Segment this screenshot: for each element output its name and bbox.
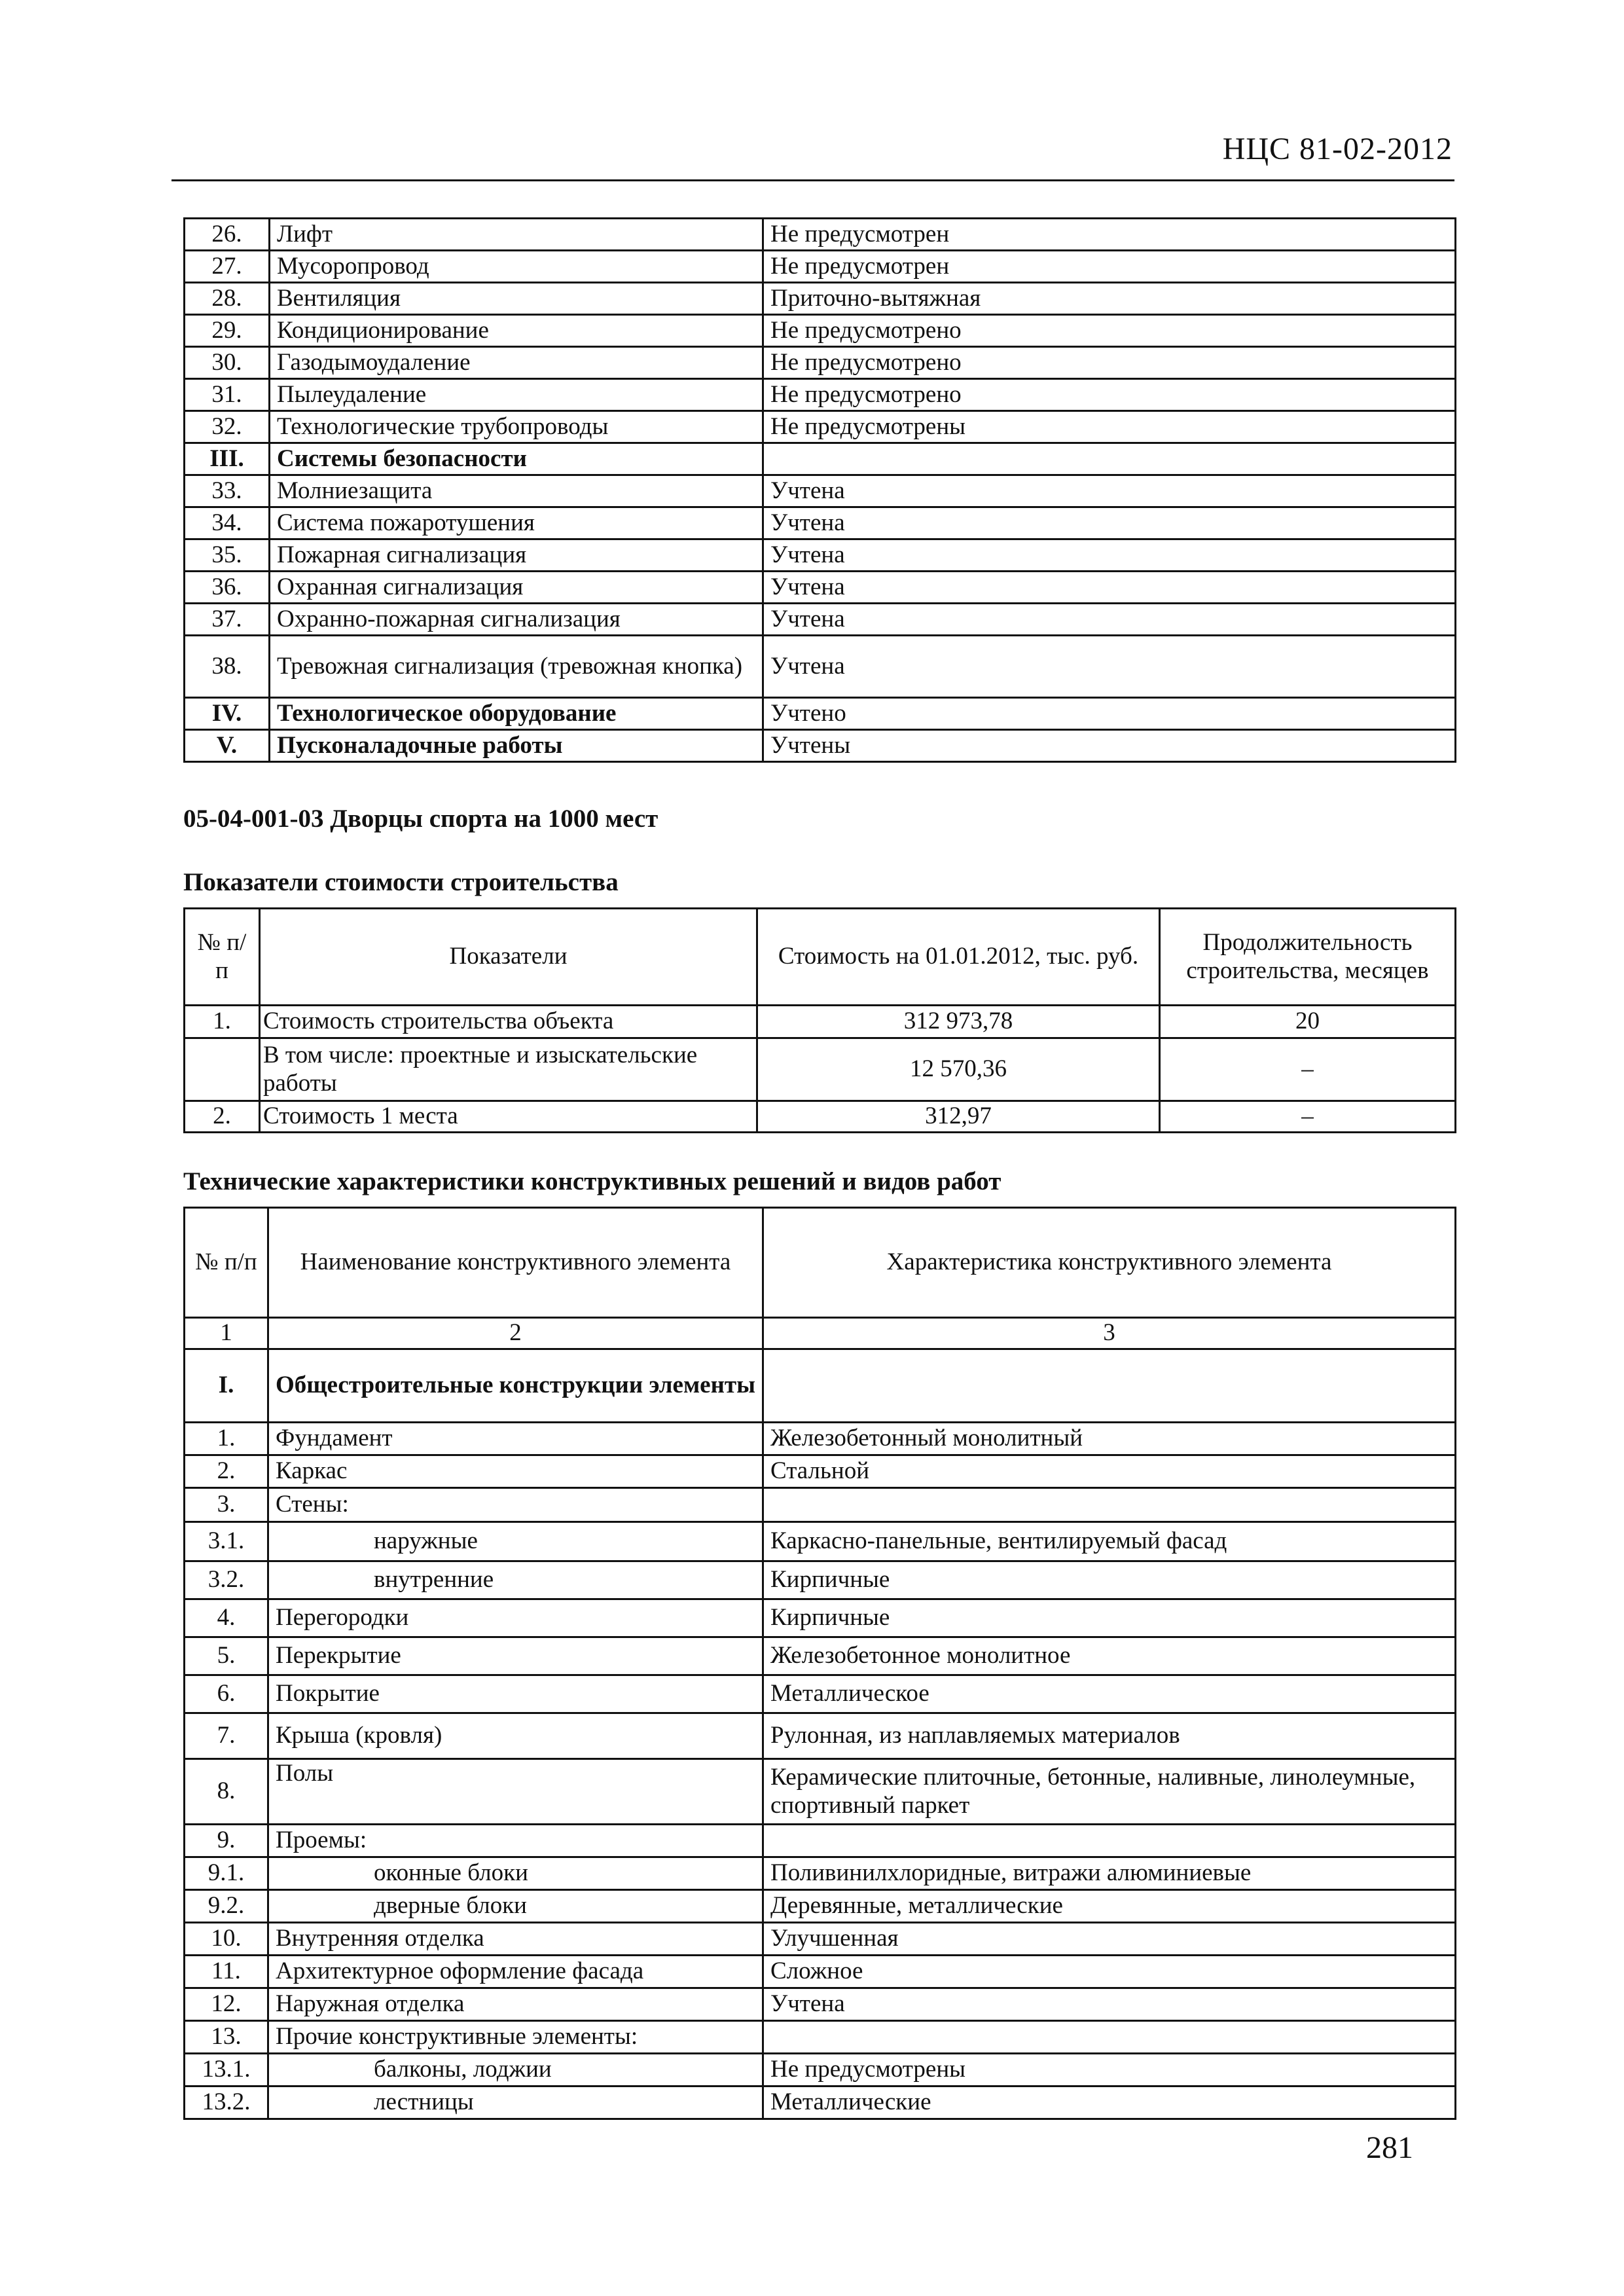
tech-col-number: 2 — [268, 1318, 763, 1349]
row-number: 35. — [185, 539, 270, 572]
row-value: Кирпичные — [763, 1561, 1456, 1599]
row-number: 13. — [185, 2021, 268, 2054]
row-value: Не предусмотрено — [763, 347, 1456, 379]
table-row — [185, 2021, 1456, 2054]
row-name: Наружная отделка — [268, 1988, 763, 2021]
row-name: Система пожаротушения — [270, 507, 763, 539]
row-number: 28. — [185, 283, 270, 315]
row-number: 13.1. — [185, 2054, 268, 2086]
row-number: 9.2. — [185, 1890, 268, 1923]
row-value: Не предусмотрены — [763, 411, 1456, 443]
table-row — [185, 475, 1456, 507]
row-name: Мусоропровод — [270, 251, 763, 283]
row-value — [763, 1825, 1456, 1857]
section-title: 05-04-001-03 Дворцы спорта на 1000 мест — [183, 805, 659, 833]
row-name: Пусконаладочные работы — [270, 730, 763, 762]
table-row — [185, 1637, 1456, 1675]
table-row — [185, 1890, 1456, 1923]
table-row — [185, 251, 1456, 283]
row-value: Не предусмотрен — [763, 219, 1456, 251]
table-row — [185, 636, 1456, 698]
row-value: Керамические плиточные, бетонные, наливные, линолеумные, спортивный паркет — [763, 1759, 1456, 1825]
row-name: Пожарная сигнализация — [270, 539, 763, 572]
table-row — [185, 1423, 1456, 1455]
row-number: 6. — [185, 1675, 268, 1713]
row-value — [763, 1349, 1456, 1423]
table-row — [185, 539, 1456, 572]
row-name: Пылеудаление — [270, 379, 763, 411]
tech-col-number: 1 — [185, 1318, 268, 1349]
row-value: Учтена — [763, 1988, 1456, 2021]
row-number: 32. — [185, 411, 270, 443]
row-value — [763, 1488, 1456, 1522]
row-value: Стальной — [763, 1455, 1456, 1488]
row-number: 8. — [185, 1759, 268, 1825]
row-name: Каркас — [268, 1455, 763, 1488]
row-number: 2. — [185, 1455, 268, 1488]
row-name: Системы безопасности — [270, 443, 763, 475]
tech-header-num: № п/п — [185, 1208, 268, 1318]
row-value: Учтена — [763, 475, 1456, 507]
cost-row-duration: – — [1160, 1038, 1456, 1101]
row-name: Лифт — [270, 219, 763, 251]
cost-header-duration: Продолжительность строительства, месяцев — [1160, 909, 1456, 1006]
row-name: Технологические трубопроводы — [270, 411, 763, 443]
row-name: Прочие конструктивные элементы: — [268, 2021, 763, 2054]
row-name: внутренние — [268, 1561, 763, 1599]
row-value: Учтено — [763, 698, 1456, 730]
row-value: Учтена — [763, 636, 1456, 698]
row-number: 12. — [185, 1988, 268, 2021]
row-value: Железобетонное монолитное — [763, 1637, 1456, 1675]
row-value: Рулонная, из наплавляемых материалов — [763, 1713, 1456, 1759]
cost-row-num — [185, 1038, 260, 1101]
row-name: Проемы: — [268, 1825, 763, 1857]
row-value: Учтена — [763, 539, 1456, 572]
row-number: 30. — [185, 347, 270, 379]
row-number: 7. — [185, 1713, 268, 1759]
table-row — [185, 1675, 1456, 1713]
row-name: Молниезащита — [270, 475, 763, 507]
row-name: Общестроительные конструкции элементы — [268, 1349, 763, 1423]
tech-header-value: Характеристика конструктивного элемента — [763, 1208, 1456, 1318]
tech-title: Технические характеристики конструктивных решений и видов работ — [183, 1167, 1001, 1195]
cost-row-num: 1. — [185, 1006, 260, 1038]
tech-table — [183, 1207, 1456, 2120]
row-name: Архитектурное оформление фасада — [268, 1956, 763, 1988]
table-row — [185, 1923, 1456, 1956]
cost-title: Показатели стоимости строительства — [183, 868, 619, 896]
cost-header-num: № п/п — [185, 909, 260, 1006]
table-row — [185, 347, 1456, 379]
row-number: 38. — [185, 636, 270, 698]
row-value: Сложное — [763, 1956, 1456, 1988]
table-row — [185, 1857, 1456, 1890]
table-row — [185, 1956, 1456, 1988]
cost-row-num: 2. — [185, 1101, 260, 1133]
table-row — [185, 379, 1456, 411]
table-row — [185, 1522, 1456, 1561]
row-number: 36. — [185, 572, 270, 604]
table-row — [185, 572, 1456, 604]
row-value: Приточно-вытяжная — [763, 283, 1456, 315]
table-row — [185, 1488, 1456, 1522]
row-value — [763, 443, 1456, 475]
row-number: V. — [185, 730, 270, 762]
row-number: 27. — [185, 251, 270, 283]
row-number: 3.1. — [185, 1522, 268, 1561]
row-number: 9. — [185, 1825, 268, 1857]
row-value: Железобетонный монолитный — [763, 1423, 1456, 1455]
row-value: Кирпичные — [763, 1599, 1456, 1637]
table-row — [185, 1713, 1456, 1759]
table-row — [185, 443, 1456, 475]
table-row — [185, 507, 1456, 539]
table-row — [185, 1455, 1456, 1488]
row-name: Покрытие — [268, 1675, 763, 1713]
row-number: 5. — [185, 1637, 268, 1675]
row-number: 13.2. — [185, 2086, 268, 2119]
row-number: 3.2. — [185, 1561, 268, 1599]
row-name: Вентиляция — [270, 283, 763, 315]
row-number: IV. — [185, 698, 270, 730]
row-value: Не предусмотрено — [763, 315, 1456, 347]
row-number: 1. — [185, 1423, 268, 1455]
row-value: Учтены — [763, 730, 1456, 762]
row-number: 29. — [185, 315, 270, 347]
row-name: Внутренняя отделка — [268, 1923, 763, 1956]
row-number: I. — [185, 1349, 268, 1423]
row-name: балконы, лоджии — [268, 2054, 763, 2086]
row-name: Охранно-пожарная сигнализация — [270, 604, 763, 636]
table-row — [185, 411, 1456, 443]
table-row — [185, 219, 1456, 251]
row-name: Крыша (кровля) — [268, 1713, 763, 1759]
row-number: 10. — [185, 1923, 268, 1956]
cost-row-name: В том числе: проектные и изыскательские работы — [260, 1038, 757, 1101]
document-code: НЦС 81-02-2012 — [1222, 132, 1453, 166]
row-value: Не предусмотрено — [763, 379, 1456, 411]
cost-row-cost: 312 973,78 — [757, 1006, 1160, 1038]
cost-row-duration: 20 — [1160, 1006, 1456, 1038]
row-number: 37. — [185, 604, 270, 636]
cost-row-cost: 12 570,36 — [757, 1038, 1160, 1101]
top-table — [183, 217, 1456, 763]
row-name: Охранная сигнализация — [270, 572, 763, 604]
row-number: 26. — [185, 219, 270, 251]
table-row — [185, 730, 1456, 762]
row-number: 4. — [185, 1599, 268, 1637]
table-row — [185, 2054, 1456, 2086]
cost-row-name: Стоимость строительства объекта — [260, 1006, 757, 1038]
cost-table — [183, 907, 1456, 1133]
row-name: Фундамент — [268, 1423, 763, 1455]
row-value: Металлическое — [763, 1675, 1456, 1713]
row-value: Учтена — [763, 604, 1456, 636]
cost-header-name: Показатели — [260, 909, 757, 1006]
row-value: Не предусмотрены — [763, 2054, 1456, 2086]
row-value: Учтена — [763, 507, 1456, 539]
table-row — [185, 315, 1456, 347]
row-value: Металлические — [763, 2086, 1456, 2119]
row-value: Не предусмотрен — [763, 251, 1456, 283]
row-name: наружные — [268, 1522, 763, 1561]
row-name: Перекрытие — [268, 1637, 763, 1675]
row-number: III. — [185, 443, 270, 475]
row-value — [763, 2021, 1456, 2054]
row-number: 31. — [185, 379, 270, 411]
row-name: Газодымоудаление — [270, 347, 763, 379]
row-name: Тревожная сигнализация (тревожная кнопка) — [270, 636, 763, 698]
table-row — [185, 1825, 1456, 1857]
row-number: 9.1. — [185, 1857, 268, 1890]
row-name: Технологическое оборудование — [270, 698, 763, 730]
row-name: лестницы — [268, 2086, 763, 2119]
tech-header-name: Наименование конструктивного элемента — [268, 1208, 763, 1318]
cost-row-cost: 312,97 — [757, 1101, 1160, 1133]
header-divider — [171, 179, 1454, 181]
row-value: Учтена — [763, 572, 1456, 604]
table-row — [185, 698, 1456, 730]
row-value: Каркасно-панельные, вентилируемый фасад — [763, 1522, 1456, 1561]
row-name: оконные блоки — [268, 1857, 763, 1890]
cost-row-name: Стоимость 1 места — [260, 1101, 757, 1133]
cost-row-duration: – — [1160, 1101, 1456, 1133]
table-row — [185, 1561, 1456, 1599]
row-name: Перегородки — [268, 1599, 763, 1637]
row-name: Полы — [268, 1759, 763, 1825]
row-number: 33. — [185, 475, 270, 507]
table-row — [185, 1988, 1456, 2021]
table-row — [185, 2086, 1456, 2119]
table-row — [185, 1759, 1456, 1825]
table-row — [185, 1599, 1456, 1637]
row-name: дверные блоки — [268, 1890, 763, 1923]
row-name: Стены: — [268, 1488, 763, 1522]
row-value: Деревянные, металлические — [763, 1890, 1456, 1923]
row-value: Поливинилхлоридные, витражи алюминиевые — [763, 1857, 1456, 1890]
page-number: 281 — [1366, 2130, 1413, 2165]
table-row — [185, 1349, 1456, 1423]
tech-col-number: 3 — [763, 1318, 1456, 1349]
cost-header-cost: Стоимость на 01.01.2012, тыс. руб. — [757, 909, 1160, 1006]
row-number: 34. — [185, 507, 270, 539]
table-row — [185, 283, 1456, 315]
row-name: Кондиционирование — [270, 315, 763, 347]
table-row — [185, 604, 1456, 636]
row-value: Улучшенная — [763, 1923, 1456, 1956]
row-number: 3. — [185, 1488, 268, 1522]
row-number: 11. — [185, 1956, 268, 1988]
